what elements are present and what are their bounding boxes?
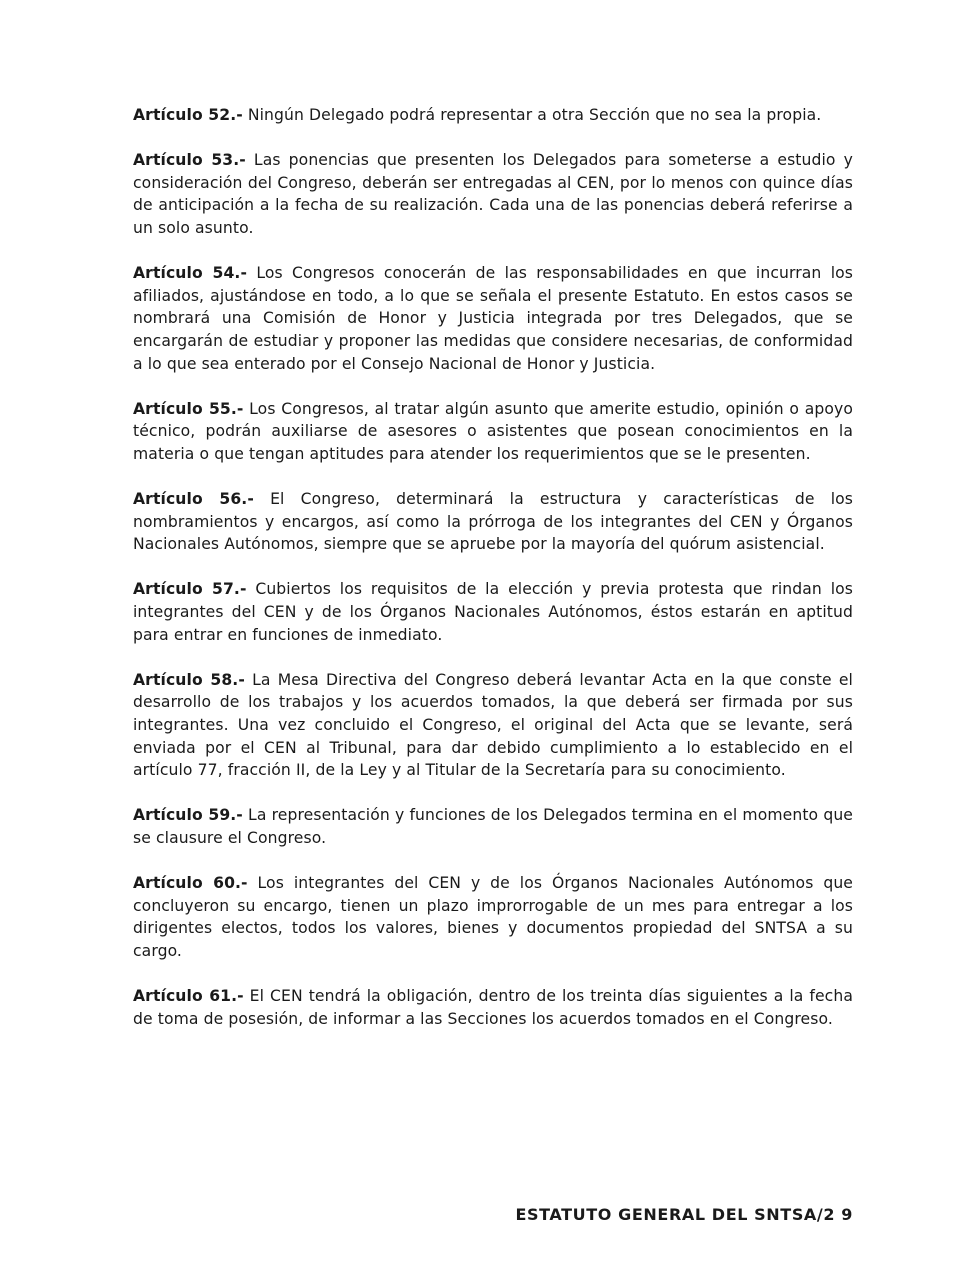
page-footer: ESTATUTO GENERAL DEL SNTSA/2 9: [515, 1205, 853, 1224]
article-53: [133, 149, 853, 239]
article-heading: Artículo 61.-: [133, 987, 244, 1006]
article-57: [133, 578, 853, 646]
article-heading: Artículo 60.-: [133, 874, 248, 893]
article-60: [133, 872, 853, 962]
article-heading: Artículo 54.-: [133, 264, 248, 283]
article-59: [133, 804, 853, 849]
article-text: Los integrantes del CEN y de los Órganos Nacionales Autónomos que concluyeron su encargo, tienen un plazo improrrogable de un mes para entregar a los dirigentes electos, todos los valores, bienes y documentos propiedad del SNTSA a su cargo.: [133, 874, 853, 960]
article-text: El CEN tendrá la obligación, dentro de los treinta días siguientes a la fecha de toma de posesión, de informar a las Secciones los acuerdos tomados en el Congreso.: [133, 987, 853, 1028]
document-body: [133, 104, 853, 1053]
article-55: [133, 398, 853, 466]
article-text: Ningún Delegado podrá representar a otra Sección que no sea la propia.: [247, 106, 822, 124]
article-heading: Artículo 59.-: [133, 806, 243, 825]
article-text: La Mesa Directiva del Congreso deberá levantar Acta en la que conste el desarrollo de los trabajos y los acuerdos tomados, la que deberá ser firmada por sus integrantes. Una vez concluido el Congreso, el original del Acta que se levante, será enviada por el CEN al Tribunal, para dar debido cumplimiento a lo establecido en el artículo 77, fracción II, de la Ley y al Titular de la Secretaría para su conocimiento.: [133, 670, 853, 780]
article-text: Las ponencias que presenten los Delegados para someterse a estudio y consideración del Congreso, deberán ser entregadas al CEN, por lo menos con quince días de anticipación a la fecha de su realización. Cada una de las ponencias deberá referirse a un solo asunto.: [133, 151, 853, 237]
article-text: La representación y funciones de los Delegados termina en el momento que se clausure el Congreso.: [133, 806, 853, 847]
article-text: El Congreso, determinará la estructura y características de los nombramientos y encargos, así como la prórroga de los integrantes del CEN y Órganos Nacionales Autónomos, siempre que se apruebe por la mayoría del quórum asistencial.: [133, 490, 853, 554]
article-56: [133, 488, 853, 556]
article-heading: Artículo 53.-: [133, 151, 246, 170]
article-52: [133, 104, 853, 127]
article-heading: Artículo 57.-: [133, 580, 247, 599]
article-text: Los Congresos, al tratar algún asunto que amerite estudio, opinión o apoyo técnico, podrán auxiliarse de asesores o asistentes que posean conocimientos en la materia o que tengan aptitudes para atender los requerimientos que se le presenten.: [133, 399, 854, 463]
article-61: [133, 985, 853, 1030]
article-54: [133, 262, 853, 375]
article-heading: Artículo 56.-: [133, 490, 254, 509]
article-heading: Artículo 55.-: [133, 399, 244, 418]
article-text: Cubiertos los requisitos de la elección y previa protesta que rindan los integrantes del CEN y de los Órganos Nacionales Autónomos, éstos estarán en aptitud para entrar en funciones de inmediato.: [133, 580, 853, 644]
article-heading: Artículo 52.-: [133, 106, 243, 124]
article-text: Los Congresos conocerán de las responsabilidades en que incurran los afiliados, ajustándose en todo, a lo que se señala el presente Estatuto. En estos casos se nombrará una Comisión de Honor y Justicia integrada por tres Delegados, que se encargarán de estudiar y proponer las medidas que considere necesarias, de conformidad a lo que sea enterado por el Consejo Nacional de Honor y Justicia.: [133, 264, 853, 373]
article-heading: Artículo 58.-: [133, 670, 245, 689]
article-58: [133, 669, 853, 782]
